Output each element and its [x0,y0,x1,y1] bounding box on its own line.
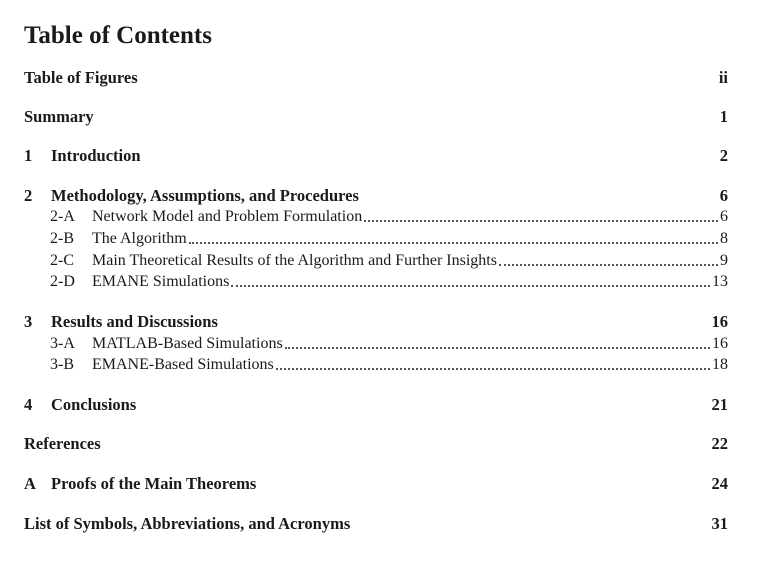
dot-leader [499,264,718,266]
toc-entry-methodology[interactable] [24,185,728,207]
toc-entry-table-of-figures[interactable] [24,67,728,89]
toc-entry-number: A [24,474,36,493]
toc-entry-page: 6 [719,186,728,205]
toc-entry-label: Conclusions [51,395,137,414]
toc-entry-page: 31 [711,514,728,533]
toc-entry-label: EMANE Simulations [92,273,230,290]
toc-entry-number: 3-B [50,356,74,373]
toc-page [24,0,728,579]
toc-entry-label: EMANE-Based Simulations [92,356,274,373]
toc-entry-number: 2-B [50,230,74,247]
toc-entry-introduction[interactable] [24,145,728,167]
toc-subentry-3b[interactable] [24,354,728,376]
toc-entry-conclusions[interactable] [24,394,728,416]
dot-leader [364,220,718,222]
toc-entry-number: 2-D [50,273,75,290]
toc-subentry-2d[interactable] [24,271,728,293]
page-title: Table of Contents [24,22,212,49]
toc-entry-label: Introduction [51,146,141,165]
toc-subentry-2a[interactable] [24,206,728,228]
toc-entry-summary[interactable] [24,106,728,128]
toc-entry-label: Table of Figures [24,68,138,87]
dot-leader [276,368,710,370]
toc-entry-results[interactable] [24,311,728,333]
dot-leader [231,285,710,287]
toc-entry-page: 16 [711,312,728,331]
toc-entry-number: 1 [24,146,33,165]
toc-entry-page: 9 [720,252,728,269]
toc-entry-label: Results and Discussions [51,312,218,331]
toc-entry-page: ii [718,68,728,87]
toc-entry-page: 1 [719,107,728,126]
toc-subentry-2b[interactable] [24,228,728,250]
toc-entry-page: 24 [711,474,728,493]
toc-entry-page: 21 [711,395,728,414]
toc-entry-label: The Algorithm [92,230,187,247]
toc-entry-label: Main Theoretical Results of the Algorithm and Further Insights [92,252,497,269]
toc-entry-number: 2-A [50,208,75,225]
toc-entry-page: 13 [712,273,728,290]
toc-entry-references[interactable] [24,433,728,455]
toc-entry-number: 3 [24,312,33,331]
dot-leader [285,347,710,349]
toc-entry-number: 2-C [50,252,74,269]
toc-entry-page: 2 [719,146,728,165]
toc-entry-page: 18 [712,356,728,373]
toc-entry-label: Proofs of the Main Theorems [51,474,257,493]
toc-entry-label: Methodology, Assumptions, and Procedures [51,186,359,205]
toc-entry-appendix-proofs[interactable] [24,473,728,495]
toc-entry-label: Summary [24,107,94,126]
toc-entry-label: MATLAB-Based Simulations [92,335,283,352]
toc-entry-page: 22 [711,434,728,453]
toc-entry-label: References [24,434,101,453]
toc-entry-page: 6 [720,208,728,225]
toc-entry-label: List of Symbols, Abbreviations, and Acronyms [24,514,351,533]
toc-entry-label: Network Model and Problem Formulation [92,208,363,225]
toc-entry-page: 16 [712,335,728,352]
toc-subentry-2c[interactable] [24,250,728,272]
toc-subentry-3a[interactable] [24,333,728,355]
toc-entry-number: 2 [24,186,33,205]
toc-entry-page: 8 [720,230,728,247]
toc-entry-number: 3-A [50,335,75,352]
toc-entry-list-of-symbols[interactable] [24,513,728,535]
toc-entry-number: 4 [24,395,33,414]
dot-leader [189,242,718,244]
